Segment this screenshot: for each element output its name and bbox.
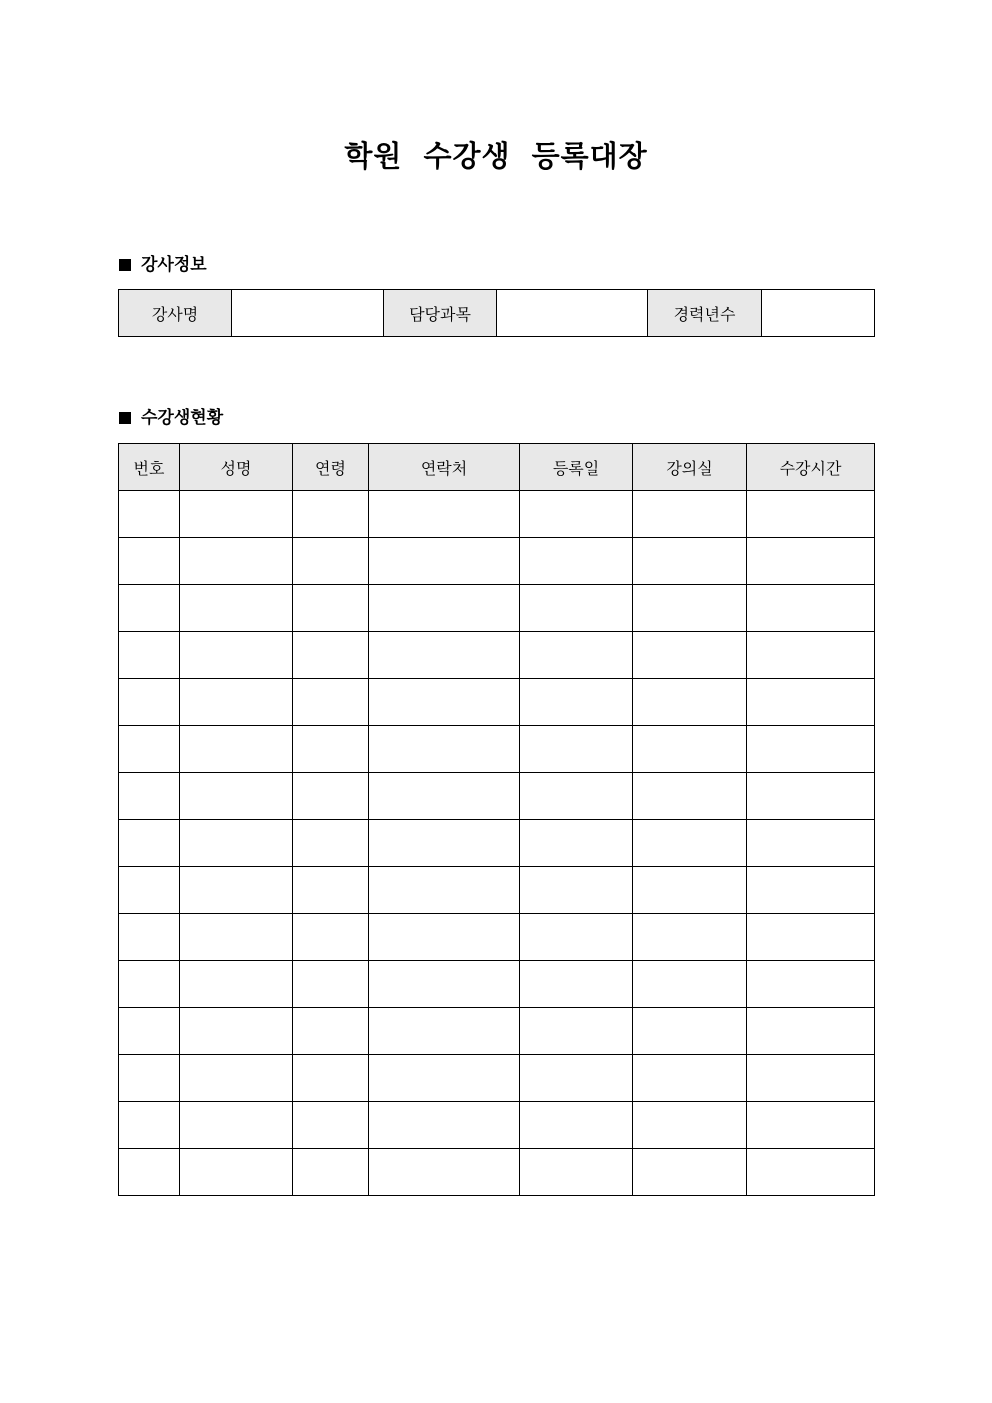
number-cell[interactable] [119,1008,180,1055]
age-cell[interactable] [293,679,369,726]
teacher-section-title: 강사정보 [141,255,207,275]
class-time-cell[interactable] [747,538,875,585]
name-cell[interactable] [180,773,293,820]
class-time-cell[interactable] [747,820,875,867]
class-time-cell[interactable] [747,961,875,1008]
registration-date-cell[interactable] [520,632,633,679]
column-header-registration-date: 등록일 [520,444,633,491]
name-cell[interactable] [180,1149,293,1196]
age-cell[interactable] [293,632,369,679]
table-row [119,585,875,632]
age-cell[interactable] [293,914,369,961]
registration-date-cell[interactable] [520,491,633,538]
age-cell[interactable] [293,961,369,1008]
registration-date-cell[interactable] [520,1102,633,1149]
registration-date-cell[interactable] [520,538,633,585]
number-cell[interactable] [119,1102,180,1149]
name-cell[interactable] [180,538,293,585]
column-header-classroom: 강의실 [633,444,747,491]
age-cell[interactable] [293,820,369,867]
teacher-name-label: 강사명 [119,290,232,337]
classroom-cell[interactable] [633,1149,747,1196]
classroom-cell[interactable] [633,773,747,820]
classroom-cell[interactable] [633,1102,747,1149]
column-header-age: 연령 [293,444,369,491]
class-time-cell[interactable] [747,773,875,820]
age-cell[interactable] [293,726,369,773]
classroom-cell[interactable] [633,491,747,538]
student-rows [119,491,875,1196]
age-cell[interactable] [293,1055,369,1102]
classroom-cell[interactable] [633,1008,747,1055]
student-section-heading [119,406,223,430]
contact-cell[interactable] [369,679,520,726]
age-cell[interactable] [293,585,369,632]
column-header-class-time: 수강시간 [747,444,875,491]
class-time-cell[interactable] [747,585,875,632]
registration-date-cell[interactable] [520,726,633,773]
contact-cell[interactable] [369,820,520,867]
registration-date-cell[interactable] [520,773,633,820]
number-cell[interactable] [119,820,180,867]
square-bullet-icon [119,412,131,424]
age-cell[interactable] [293,491,369,538]
class-time-cell[interactable] [747,679,875,726]
class-time-cell[interactable] [747,1055,875,1102]
student-section-title: 수강생현황 [141,408,224,428]
contact-cell[interactable] [369,1055,520,1102]
contact-cell[interactable] [369,1008,520,1055]
age-cell[interactable] [293,1102,369,1149]
number-cell[interactable] [119,726,180,773]
table-row [119,726,875,773]
contact-cell[interactable] [369,491,520,538]
classroom-cell[interactable] [633,867,747,914]
teacher-info-row [119,290,875,337]
name-cell[interactable] [180,1102,293,1149]
classroom-cell[interactable] [633,914,747,961]
teacher-info-table [118,289,875,337]
age-cell[interactable] [293,1008,369,1055]
number-cell[interactable] [119,867,180,914]
subject-label: 담당과목 [384,290,497,337]
number-cell[interactable] [119,1149,180,1196]
table-row [119,867,875,914]
table-row [119,1008,875,1055]
class-time-cell[interactable] [747,867,875,914]
name-cell[interactable] [180,491,293,538]
teacher-section-heading [119,253,207,277]
contact-cell[interactable] [369,1149,520,1196]
class-time-cell[interactable] [747,726,875,773]
table-row [119,1055,875,1102]
classroom-cell[interactable] [633,726,747,773]
contact-cell[interactable] [369,726,520,773]
number-cell[interactable] [119,961,180,1008]
subject-field[interactable] [497,290,648,337]
table-row [119,773,875,820]
number-cell[interactable] [119,585,180,632]
class-time-cell[interactable] [747,1149,875,1196]
age-cell[interactable] [293,538,369,585]
career-years-label: 경력년수 [648,290,762,337]
class-time-cell[interactable] [747,632,875,679]
registration-date-cell[interactable] [520,1055,633,1102]
class-time-cell[interactable] [747,491,875,538]
table-row [119,914,875,961]
classroom-cell[interactable] [633,820,747,867]
name-cell[interactable] [180,914,293,961]
contact-cell[interactable] [369,773,520,820]
registration-date-cell[interactable] [520,914,633,961]
age-cell[interactable] [293,1149,369,1196]
age-cell[interactable] [293,867,369,914]
table-header-row [119,444,875,491]
classroom-cell[interactable] [633,632,747,679]
classroom-cell[interactable] [633,585,747,632]
contact-cell[interactable] [369,961,520,1008]
column-header-contact: 연락처 [369,444,520,491]
registration-date-cell[interactable] [520,1008,633,1055]
registration-date-cell[interactable] [520,867,633,914]
column-header-number: 번호 [119,444,180,491]
table-row [119,1102,875,1149]
contact-cell[interactable] [369,585,520,632]
name-cell[interactable] [180,961,293,1008]
column-header-name: 성명 [180,444,293,491]
name-cell[interactable] [180,585,293,632]
classroom-cell[interactable] [633,679,747,726]
table-row [119,538,875,585]
name-cell[interactable] [180,679,293,726]
square-bullet-icon [119,259,131,271]
number-cell[interactable] [119,679,180,726]
registration-date-cell[interactable] [520,961,633,1008]
table-row [119,632,875,679]
contact-cell[interactable] [369,914,520,961]
contact-cell[interactable] [369,538,520,585]
name-cell[interactable] [180,632,293,679]
class-time-cell[interactable] [747,914,875,961]
contact-cell[interactable] [369,1102,520,1149]
name-cell[interactable] [180,726,293,773]
table-row [119,679,875,726]
number-cell[interactable] [119,491,180,538]
age-cell[interactable] [293,773,369,820]
class-time-cell[interactable] [747,1102,875,1149]
table-row [119,820,875,867]
number-cell[interactable] [119,538,180,585]
table-row [119,491,875,538]
registration-date-cell[interactable] [520,679,633,726]
name-cell[interactable] [180,1008,293,1055]
registration-date-cell[interactable] [520,820,633,867]
page-title: 학원 수강생 등록대장 [344,139,648,173]
contact-cell[interactable] [369,632,520,679]
name-cell[interactable] [180,820,293,867]
number-cell[interactable] [119,773,180,820]
student-status-table [118,443,875,1196]
career-years-field[interactable] [762,290,875,337]
number-cell[interactable] [119,914,180,961]
number-cell[interactable] [119,632,180,679]
name-cell[interactable] [180,1055,293,1102]
table-row [119,961,875,1008]
name-cell[interactable] [180,867,293,914]
registration-date-cell[interactable] [520,1149,633,1196]
teacher-name-field[interactable] [232,290,384,337]
classroom-cell[interactable] [633,1055,747,1102]
registration-date-cell[interactable] [520,585,633,632]
contact-cell[interactable] [369,867,520,914]
class-time-cell[interactable] [747,1008,875,1055]
table-row [119,1149,875,1196]
classroom-cell[interactable] [633,961,747,1008]
classroom-cell[interactable] [633,538,747,585]
number-cell[interactable] [119,1055,180,1102]
